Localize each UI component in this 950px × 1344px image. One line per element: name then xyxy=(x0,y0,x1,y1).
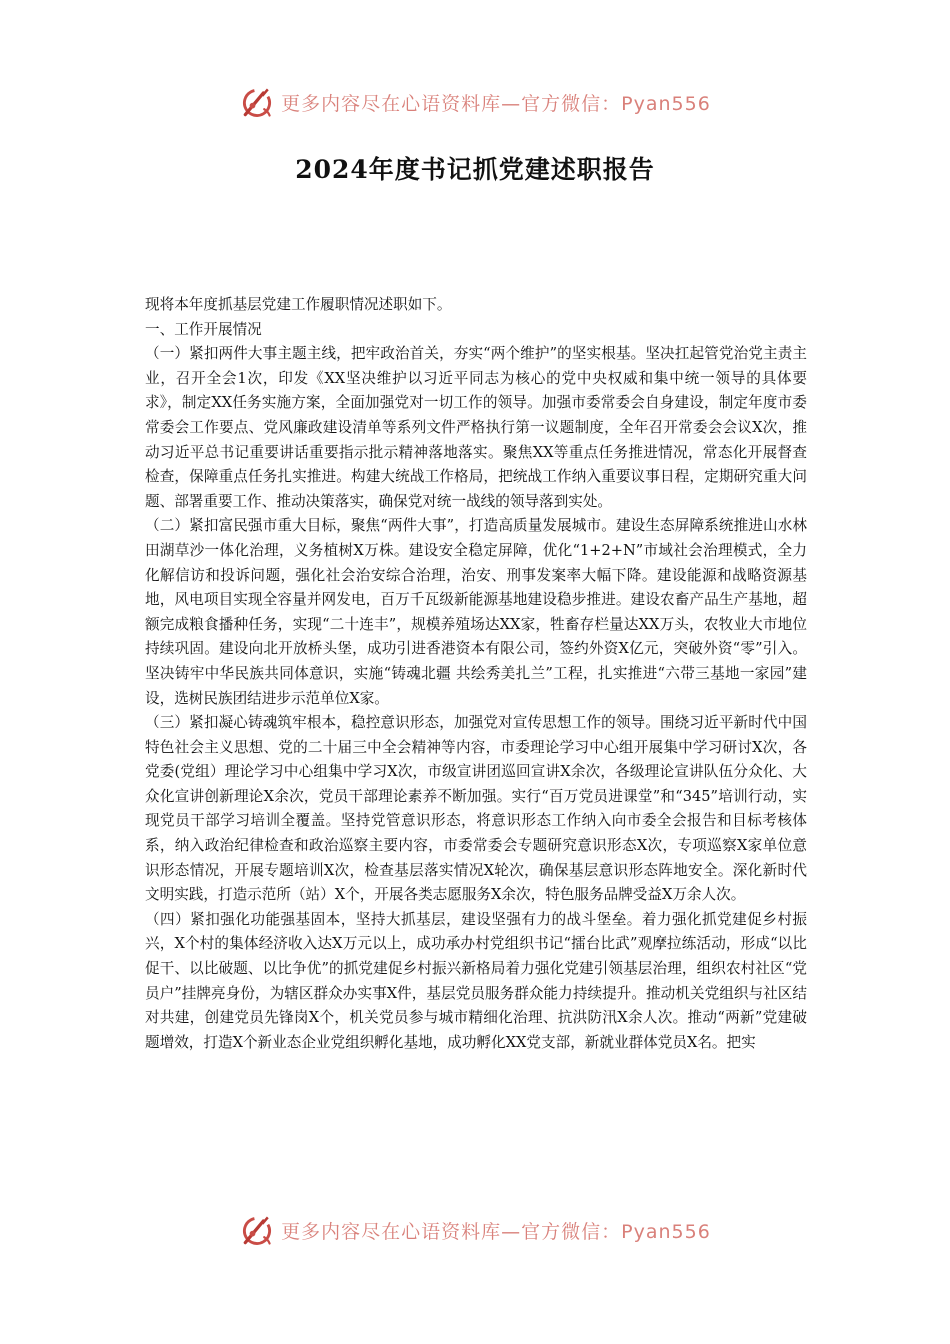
body-paragraph: （一）紧扣两件大事主题主线，把牢政治首关，夯实“两个维护”的坚实根基。坚决扛起管党治党主责主业，召开全会1次，印发《XX坚决维护以习近平同志为核心的党中央权威和集中统一领导的具体要求》，制定XX任务实施方案，全面加强党对一切工作的领导。加强市委常委会自身建设，制定年度市委常委会工作要点、党风廉政建设清单等系列文件严格执行第一议题制度，全年召开常委会会议X次，推动习近平总书记重要讲话重要指示批示精神落地落实。聚焦XX等重点任务推进情况，常态化开展督查检查，保障重点任务扎实推进。构建大统战工作格局，把统战工作纳入重要议事日程，定期研究重大问题、部署重要工作、推动决策落实，确保党对统一战线的领导落到实处。 xyxy=(145,345,807,510)
brush-logo-icon xyxy=(239,1212,275,1248)
watermark-group xyxy=(239,84,711,120)
watermark-text: 更多内容尽在心语资料库—官方微信：Pyan556 xyxy=(281,1220,711,1243)
body-paragraph: （二）紧扣富民强市重大目标，聚焦“两件大事”，打造高质量发展城市。建设生态屏障系统推进山水林田湖草沙一体化治理，义务植树X万株。建设安全稳定屏障，优化“1+2+N”市域社会治理模式，全力化解信访和投诉问题，强化社会治安综合治理，治安、刑事发案率大幅下降。建设能源和战略资源基地，风电项目实现全容量并网发电，百万千瓦级新能源基地建设稳步推进。建设农畜产品生产基地，超额完成粮食播种任务，实现“二十连丰”，规模养殖场达XX家，牲畜存栏量达XX万头，农牧业大市地位持续巩固。建设向北开放桥头堡，成功引进香港资本有限公司，签约外资X亿元，突破外资“零”引入。坚决铸牢中华民族共同体意识，实施“铸魂北疆 共绘秀美扎兰”工程，扎实推进“六带三基地一家园”建设，选树民族团结进步示范单位X家。 xyxy=(145,517,807,707)
document-title: 2024年度书记抓党建述职报告 xyxy=(295,155,655,184)
body-paragraph: （四）紧扣强化功能强基固本，坚持大抓基层，建设坚强有力的战斗堡垒。着力强化抓党建促乡村振兴，X个村的集体经济收入达X万元以上，成功承办村党组织书记“擂台比武”观摩拉练活动，形成“以比促干、以比破题、以比争优”的抓党建促乡村振兴新格局着力强化党建引领基层治理，组织农村社区“党员户”挂牌亮身份，为辖区群众办实事X件，基层党员服务群众能力持续提升。推动机关党组织与社区结对共建，创建党员先锋岗X个，机关党员参与城市精细化治理、抗洪防汛X余人次。推动“两新”党建破题增效，打造X个新业态企业党组织孵化基地，成功孵化XX党支部，新就业群体党员X名。把实 xyxy=(145,910,807,1051)
brush-logo-icon xyxy=(239,84,275,120)
body-paragraph: （三）紧扣凝心铸魂筑牢根本，稳控意识形态，加强党对宣传思想工作的领导。围绕习近平新时代中国特色社会主义思想、党的二十届三中全会精神等内容，市委理论学习中心组开展集中学习研讨X次，各党委(党组）理论学习中心组集中学习X次，市级宣讲团巡回宣讲X余次，各级理论宣讲队伍分众化、大众化宣讲创新理论X余次，党员干部理论素养不断加强。实行“百万党员进课堂”和“345”培训行动，实现党员干部学习培训全覆盖。坚持党管意识形态，将意识形态工作纳入向市委全会报告和目标考核体系，纳入政治纪律检查和政治巡察主要内容，市委常委会专题研究意识形态X次，专项巡察X家单位意识形态情况，开展专题培训X次，检查基层落实情况X轮次，确保基层意识形态阵地安全。深化新时代文明实践，打造示范所（站）X个，开展各类志愿服务X余次，特色服务品牌受益X万余人次。 xyxy=(145,714,807,904)
watermark-group xyxy=(239,1212,711,1248)
intro-paragraph: 现将本年度抓基层党建工作履职情况述职如下。 xyxy=(145,296,452,313)
watermark-banner-top xyxy=(0,82,950,122)
watermark-banner-bottom xyxy=(0,1210,950,1250)
document-body xyxy=(145,293,807,1055)
watermark-text: 更多内容尽在心语资料库—官方微信：Pyan556 xyxy=(281,92,711,115)
section-heading: 一、工作开展情况 xyxy=(145,320,262,338)
